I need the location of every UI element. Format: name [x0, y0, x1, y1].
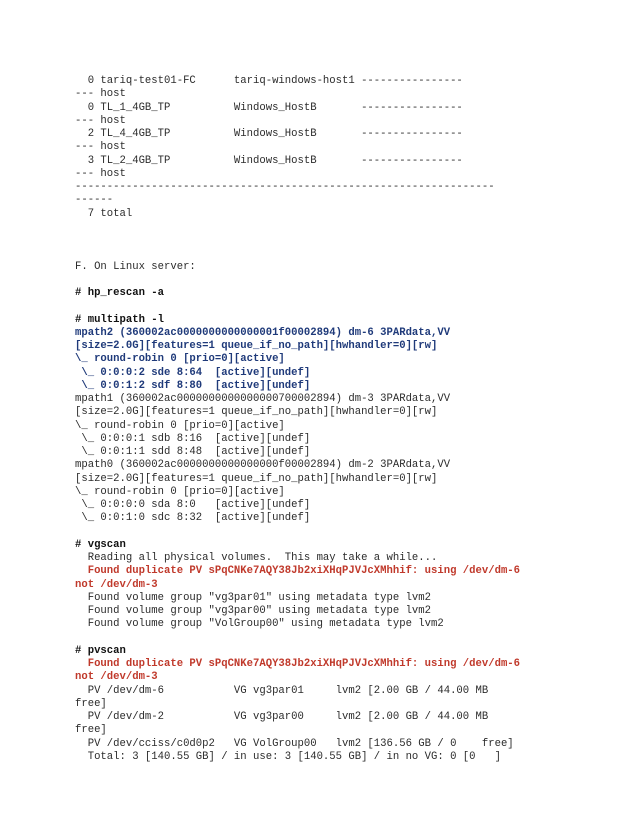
text-line: PV /dev/dm-6 VG vg3par01 lvm2 [2.00 GB / 44.00 MB — [75, 684, 489, 697]
text-line: --- host — [75, 114, 126, 127]
command-line: # multipath -l — [75, 313, 165, 326]
text-line: PV /dev/dm-2 VG vg3par00 lvm2 [2.00 GB / 44.00 MB — [75, 711, 489, 723]
warning-line: not /dev/dm-3 — [75, 671, 158, 684]
warning-line: Found duplicate PV sPqCNKe7AQY38Jb2xiXHqPJVJcXMhhif: using /dev/dm-6 — [75, 565, 521, 578]
warning-line: not /dev/dm-3 — [75, 578, 158, 591]
text-line: ------ — [75, 194, 114, 207]
text-line: ------------------------------------------------------------------ — [75, 181, 495, 193]
command-line: # hp_rescan -a — [75, 287, 165, 299]
text-line: Found volume group "VolGroup00" using metadata type lvm2 — [75, 618, 444, 631]
text-line: 7 total — [75, 207, 133, 220]
text-line: Found volume group "vg3par00" using metadata type lvm2 — [75, 605, 432, 617]
text-line: 0 TL_1_4GB_TP Windows_HostB ---------------- — [75, 101, 463, 114]
text-line: \_ 0:0:1:0 sdc 8:32 [active][undef] — [75, 512, 311, 525]
text-line: [size=2.0G][features=1 queue_if_no_path][hwhandler=0][rw] — [75, 406, 438, 419]
text-line: \_ 0:0:1:1 sdd 8:48 [active][undef] — [75, 446, 311, 458]
text-line: Found volume group "vg3par01" using metadata type lvm2 — [75, 591, 432, 604]
text-line: 0 tariq-test01-FC tariq-windows-host1 ---------------- — [75, 75, 463, 87]
command-line: # pvscan — [75, 644, 126, 657]
highlighted-output-line: \_ 0:0:1:2 sdf 8:80 [active][undef] — [75, 379, 311, 392]
text-line: Total: 3 [140.55 GB] / in use: 3 [140.55 GB] / in no VG: 0 [0 ] — [75, 750, 501, 763]
highlighted-output-line: mpath2 (360002ac0000000000000001f00002894) dm-6 3PARdata,VV — [75, 326, 451, 339]
text-line: \_ round-robin 0 [prio=0][active] — [75, 485, 285, 498]
text-line: free] — [75, 697, 107, 710]
text-line: Reading all physical volumes. This may take a while... — [75, 552, 438, 564]
highlighted-output-line: \_ round-robin 0 [prio=0][active] — [75, 353, 285, 366]
command-line: # vgscan — [75, 538, 126, 551]
text-line: 3 TL_2_4GB_TP Windows_HostB ---------------- — [75, 154, 463, 167]
text-line: \_ round-robin 0 [prio=0][active] — [75, 419, 285, 432]
warning-line: Found duplicate PV sPqCNKe7AQY38Jb2xiXHqPJVJcXMhhif: using /dev/dm-6 — [75, 658, 521, 670]
text-line: --- host — [75, 88, 126, 101]
text-line: mpath0 (360002ac0000000000000000f00002894) dm-2 3PARdata,VV — [75, 459, 451, 472]
highlighted-output-line: [size=2.0G][features=1 queue_if_no_path][hwhandler=0][rw] — [75, 340, 438, 352]
text-line: \_ 0:0:0:0 sda 8:0 [active][undef] — [75, 499, 311, 511]
text-line: PV /dev/cciss/c0d0p2 VG VolGroup00 lvm2 [136.56 GB / 0 free] — [75, 737, 514, 750]
text-line: F. On Linux server: — [75, 260, 196, 273]
text-line: free] — [75, 724, 107, 737]
text-line: [size=2.0G][features=1 queue_if_no_path][hwhandler=0][rw] — [75, 472, 438, 485]
text-line: mpath1 (360002ac0000000000000000700002894) dm-3 3PARdata,VV — [75, 393, 451, 405]
text-line: \_ 0:0:0:1 sdb 8:16 [active][undef] — [75, 432, 311, 445]
highlighted-output-line: \_ 0:0:0:2 sde 8:64 [active][undef] — [75, 366, 311, 379]
text-line: 2 TL_4_4GB_TP Windows_HostB ---------------- — [75, 128, 463, 140]
text-line: --- host — [75, 141, 126, 154]
text-line: --- host — [75, 167, 126, 180]
